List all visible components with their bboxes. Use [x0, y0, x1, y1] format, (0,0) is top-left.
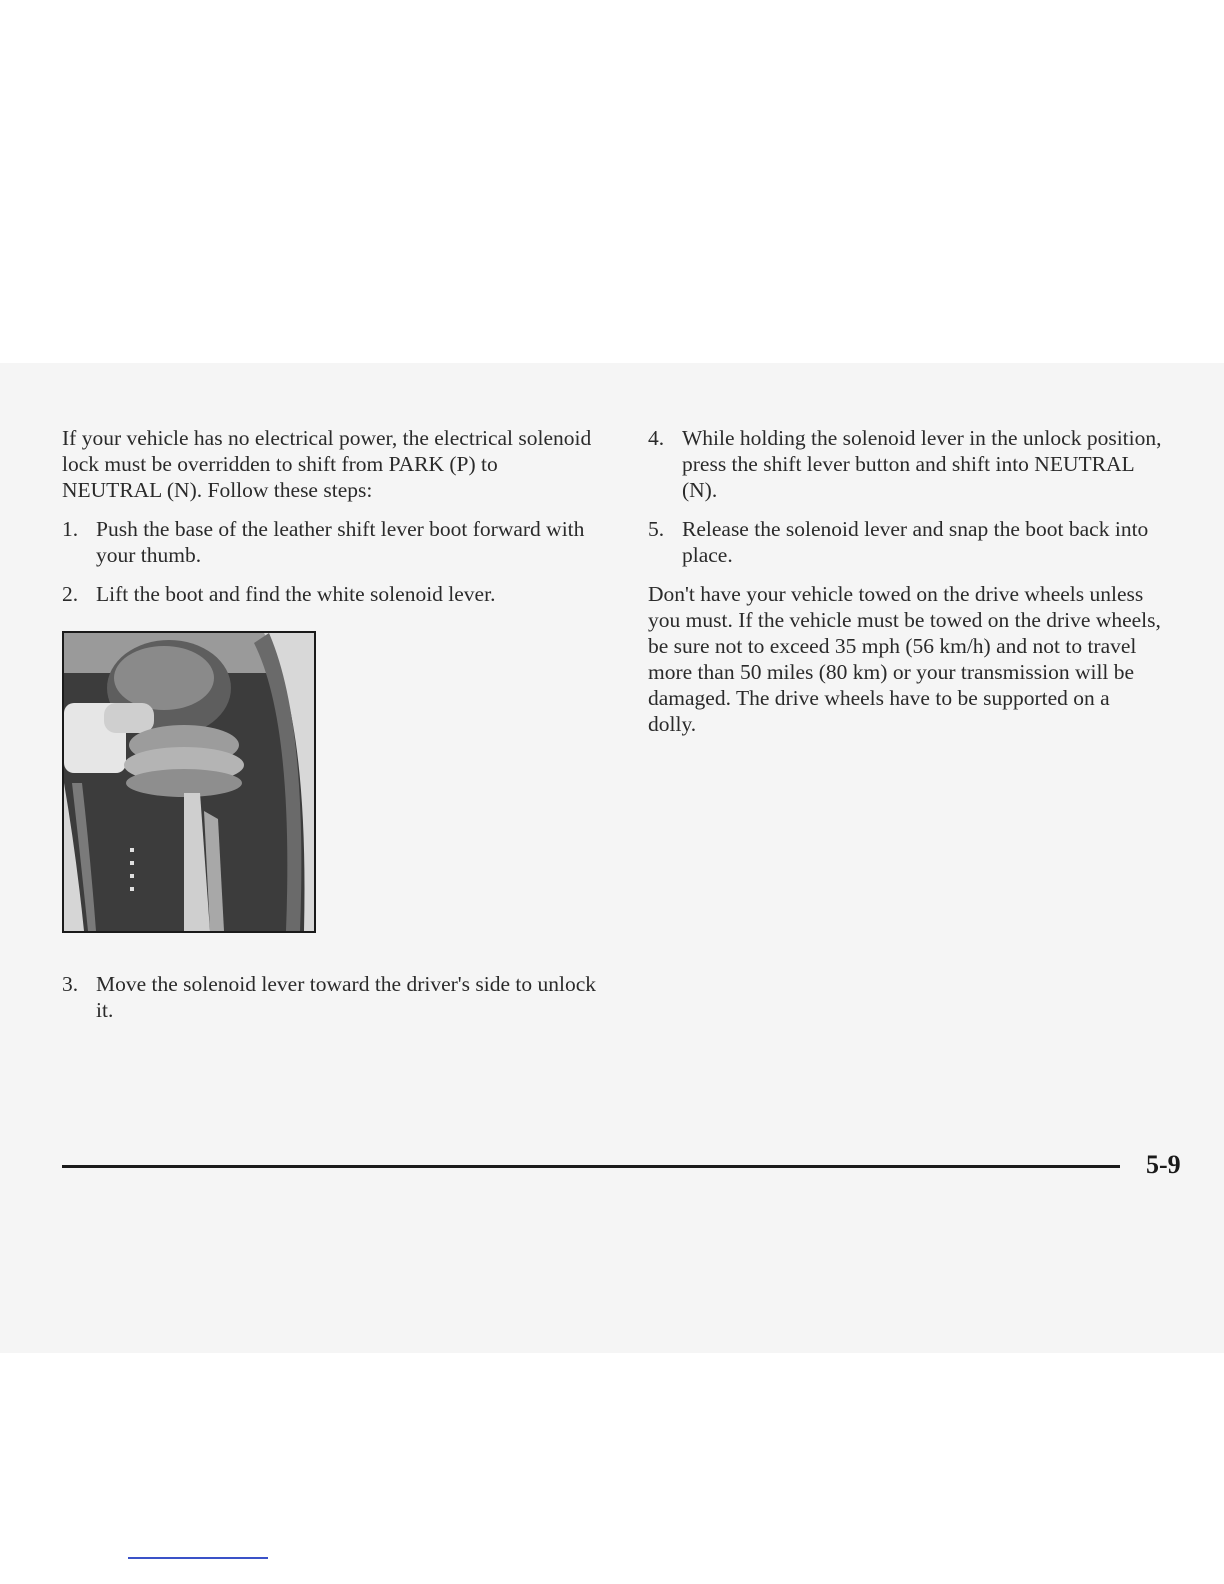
shift-lever-photo: [62, 631, 316, 933]
step-text: Move the solenoid lever toward the driver's side to unlock it.: [96, 972, 597, 1022]
towing-note-paragraph: Don't have your vehicle towed on the drive wheels unless you must. If the vehicle must be towed on the drive wheels, be sure not to exceed 35 mph (56 km/h) and not to travel more than 50 miles (80 km) or your transmission will be damaged. The drive wheels have to be supported on a dolly.: [648, 582, 1161, 736]
step-number: 2.: [62, 582, 79, 606]
step-text: Release the solenoid lever and snap the boot back into place.: [682, 517, 1149, 567]
step-number: 3.: [62, 972, 79, 996]
step-item-5: [648, 516, 1163, 568]
step-item-2: [62, 581, 602, 607]
left-column: [62, 425, 602, 620]
footer-rule: [62, 1165, 1120, 1168]
step-item-1: [62, 516, 602, 568]
step-text: Push the base of the leather shift lever boot forward with your thumb.: [96, 517, 585, 567]
step-item-3: [62, 971, 602, 1036]
bottom-link-underline: [128, 1557, 268, 1559]
step-text: Lift the boot and find the white solenoid lever.: [96, 582, 496, 606]
step-number: 4.: [648, 426, 665, 450]
step-text: While holding the solenoid lever in the unlock position, press the shift lever button and shift into NEUTRAL (N).: [682, 426, 1162, 502]
shift-lever-illustration: [64, 633, 314, 931]
step-item-4: [648, 425, 1163, 503]
step-3-wrapper: [62, 971, 602, 1023]
right-column: [648, 425, 1163, 750]
step-number: 5.: [648, 517, 665, 541]
page-number: 5-9: [1146, 1150, 1181, 1179]
intro-paragraph: If your vehicle has no electrical power, the electrical solenoid lock must be overridden to shift from PARK (P) to NEUTRAL (N). Follow these steps:: [62, 426, 592, 502]
step-number: 1.: [62, 517, 79, 541]
